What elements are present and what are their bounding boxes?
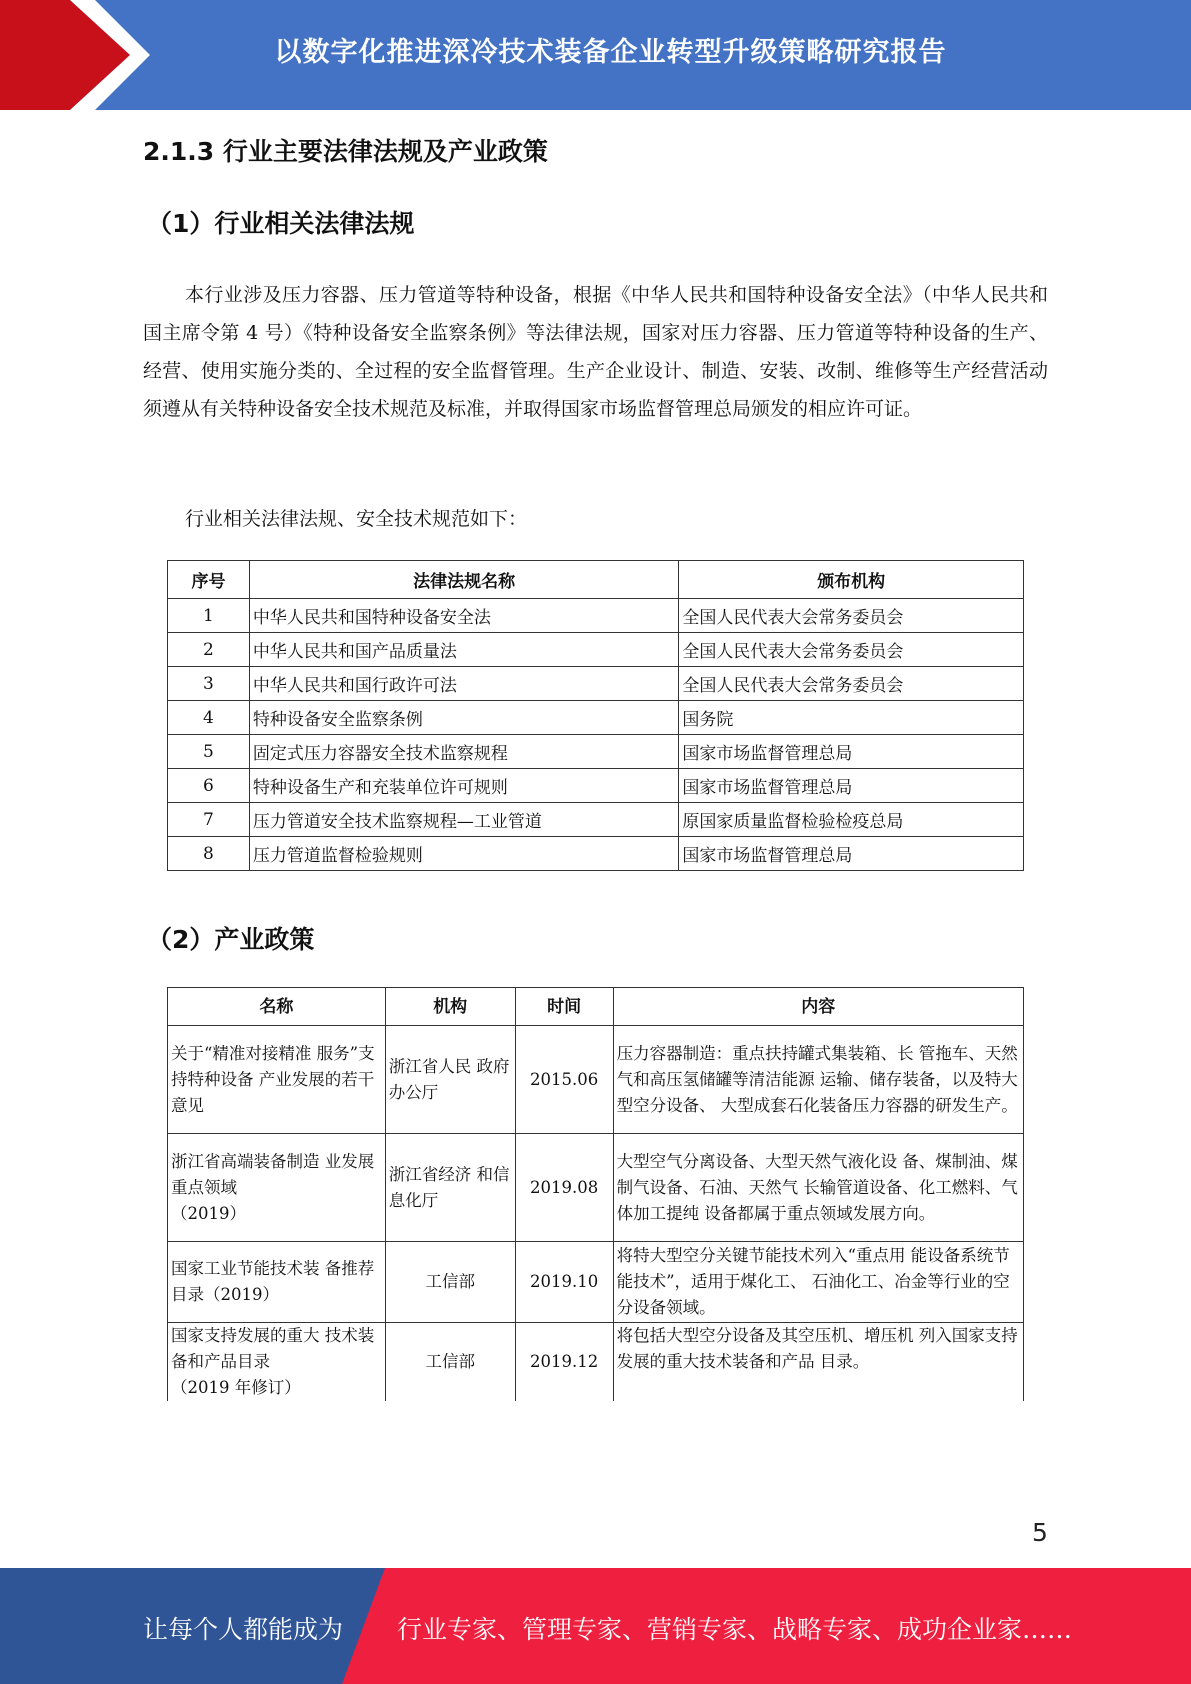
policy-agency: 工信部 — [385, 1242, 515, 1323]
policy-date: 2019.10 — [515, 1242, 613, 1323]
policy-name: 国家支持发展的重大 技术装备和产品目录 （2019 年修订） — [168, 1323, 386, 1402]
policy-date: 2015.06 — [515, 1026, 613, 1134]
col-header-issuer: 颁布机构 — [679, 561, 1024, 599]
row-index: 7 — [168, 803, 250, 837]
row-index: 6 — [168, 769, 250, 803]
law-name: 中华人民共和国产品质量法 — [249, 633, 678, 667]
table-row — [168, 837, 1024, 871]
laws-table — [167, 560, 1024, 871]
policy-content: 将包括大型空分设备及其空压机、增压机 列入国家支持发展的重大技术装备和产品 目录。 — [613, 1323, 1023, 1402]
row-index: 1 — [168, 599, 250, 633]
subsection-heading-laws: （1）行业相关法律法规 — [147, 209, 415, 238]
col-header-index: 序号 — [168, 561, 250, 599]
issuer: 全国人民代表大会常务委员会 — [679, 633, 1024, 667]
issuer: 全国人民代表大会常务委员会 — [679, 599, 1024, 633]
page-header — [0, 0, 1191, 110]
policy-date: 2019.12 — [515, 1323, 613, 1402]
laws-paragraph: 本行业涉及压力容器、压力管道等特种设备，根据《中华人民共和国特种设备安全法》（中华人民共和国主席令第 4 号）《特种设备安全监察条例》等法律法规，国家对压力容器、压力管道等特种设备的生产、经营、使用实施分类的、全过程的安全监督管理。生产企业设计、制造、安装、改制、维修等生产经营活动须遵从有关特种设备安全技术规范及标准，并取得国家市场监督管理总局颁发的相应许可证。 — [143, 284, 1048, 420]
policy-table — [167, 987, 1024, 1401]
table-row — [168, 1242, 1024, 1323]
table-row — [168, 769, 1024, 803]
row-index: 4 — [168, 701, 250, 735]
policy-content: 压力容器制造：重点扶持罐式集装箱、长 管拖车、天然气和高压氢储罐等清洁能源 运输、储存装备，以及特大型空分设备、 大型成套石化装备压力容器的研发生产。 — [613, 1026, 1023, 1134]
issuer: 国家市场监督管理总局 — [679, 837, 1024, 871]
report-title: 以数字化推进深冷技术装备企业转型升级策略研究报告 — [274, 37, 947, 68]
policy-agency: 浙江省经济 和信息化厅 — [385, 1134, 515, 1242]
row-index: 8 — [168, 837, 250, 871]
col-header-date: 时间 — [515, 988, 613, 1026]
law-name: 压力管道监督检验规则 — [249, 837, 678, 871]
col-header-agency: 机构 — [385, 988, 515, 1026]
law-name: 中华人民共和国行政许可法 — [249, 667, 678, 701]
issuer: 全国人民代表大会常务委员会 — [679, 667, 1024, 701]
issuer: 原国家质量监督检验检疫总局 — [679, 803, 1024, 837]
policy-date: 2019.08 — [515, 1134, 613, 1242]
table-row — [168, 1026, 1024, 1134]
page-number: 5 — [1032, 1518, 1048, 1547]
table-row — [168, 667, 1024, 701]
laws-intro: 行业相关法律法规、安全技术规范如下： — [185, 508, 528, 530]
laws-table-header — [168, 561, 1024, 599]
table-row — [168, 701, 1024, 735]
subsection-heading-policy: （2）产业政策 — [147, 925, 315, 954]
section-heading: 2.1.3 行业主要法律法规及产业政策 — [143, 137, 548, 166]
policy-agency: 工信部 — [385, 1323, 515, 1402]
table-row — [168, 599, 1024, 633]
law-name: 中华人民共和国特种设备安全法 — [249, 599, 678, 633]
col-header-law-name: 法律法规名称 — [249, 561, 678, 599]
page-footer — [0, 1568, 1191, 1684]
law-name: 压力管道安全技术监察规程—工业管道 — [249, 803, 678, 837]
footer-slogan-right: 行业专家、管理专家、营销专家、战略专家、成功企业家…… — [397, 1615, 1073, 1644]
issuer: 国家市场监督管理总局 — [679, 769, 1024, 803]
row-index: 3 — [168, 667, 250, 701]
law-name: 固定式压力容器安全技术监察规程 — [249, 735, 678, 769]
table-row — [168, 735, 1024, 769]
policy-name: 国家工业节能技术装 备推荐目录（2019） — [168, 1242, 386, 1323]
table-row — [168, 633, 1024, 667]
policy-name: 浙江省高端装备制造 业发展重点领域 （2019） — [168, 1134, 386, 1242]
policy-name: 关于“精准对接精准 服务”支持特种设备 产业发展的若干意见 — [168, 1026, 386, 1134]
col-header-name: 名称 — [168, 988, 386, 1026]
issuer: 国家市场监督管理总局 — [679, 735, 1024, 769]
table-row — [168, 803, 1024, 837]
policy-agency: 浙江省人民 政府办公厅 — [385, 1026, 515, 1134]
policy-content: 将特大型空分关键节能技术列入“重点用 能设备系统节能技术”，适用于煤化工、 石油化工、冶金等行业的空分设备领域。 — [613, 1242, 1023, 1323]
policy-content: 大型空气分离设备、大型天然气液化设 备、煤制油、煤制气设备、石油、天然气 长输管道设备、化工燃料、气体加工提纯 设备都属于重点领域发展方向。 — [613, 1134, 1023, 1242]
law-name: 特种设备生产和充装单位许可规则 — [249, 769, 678, 803]
table-row — [168, 1134, 1024, 1242]
issuer: 国务院 — [679, 701, 1024, 735]
row-index: 2 — [168, 633, 250, 667]
policy-table-header — [168, 988, 1024, 1026]
footer-slogan-left: 让每个人都能成为 — [143, 1615, 344, 1644]
col-header-content: 内容 — [613, 988, 1023, 1026]
table-row — [168, 1323, 1024, 1402]
row-index: 5 — [168, 735, 250, 769]
law-name: 特种设备安全监察条例 — [249, 701, 678, 735]
